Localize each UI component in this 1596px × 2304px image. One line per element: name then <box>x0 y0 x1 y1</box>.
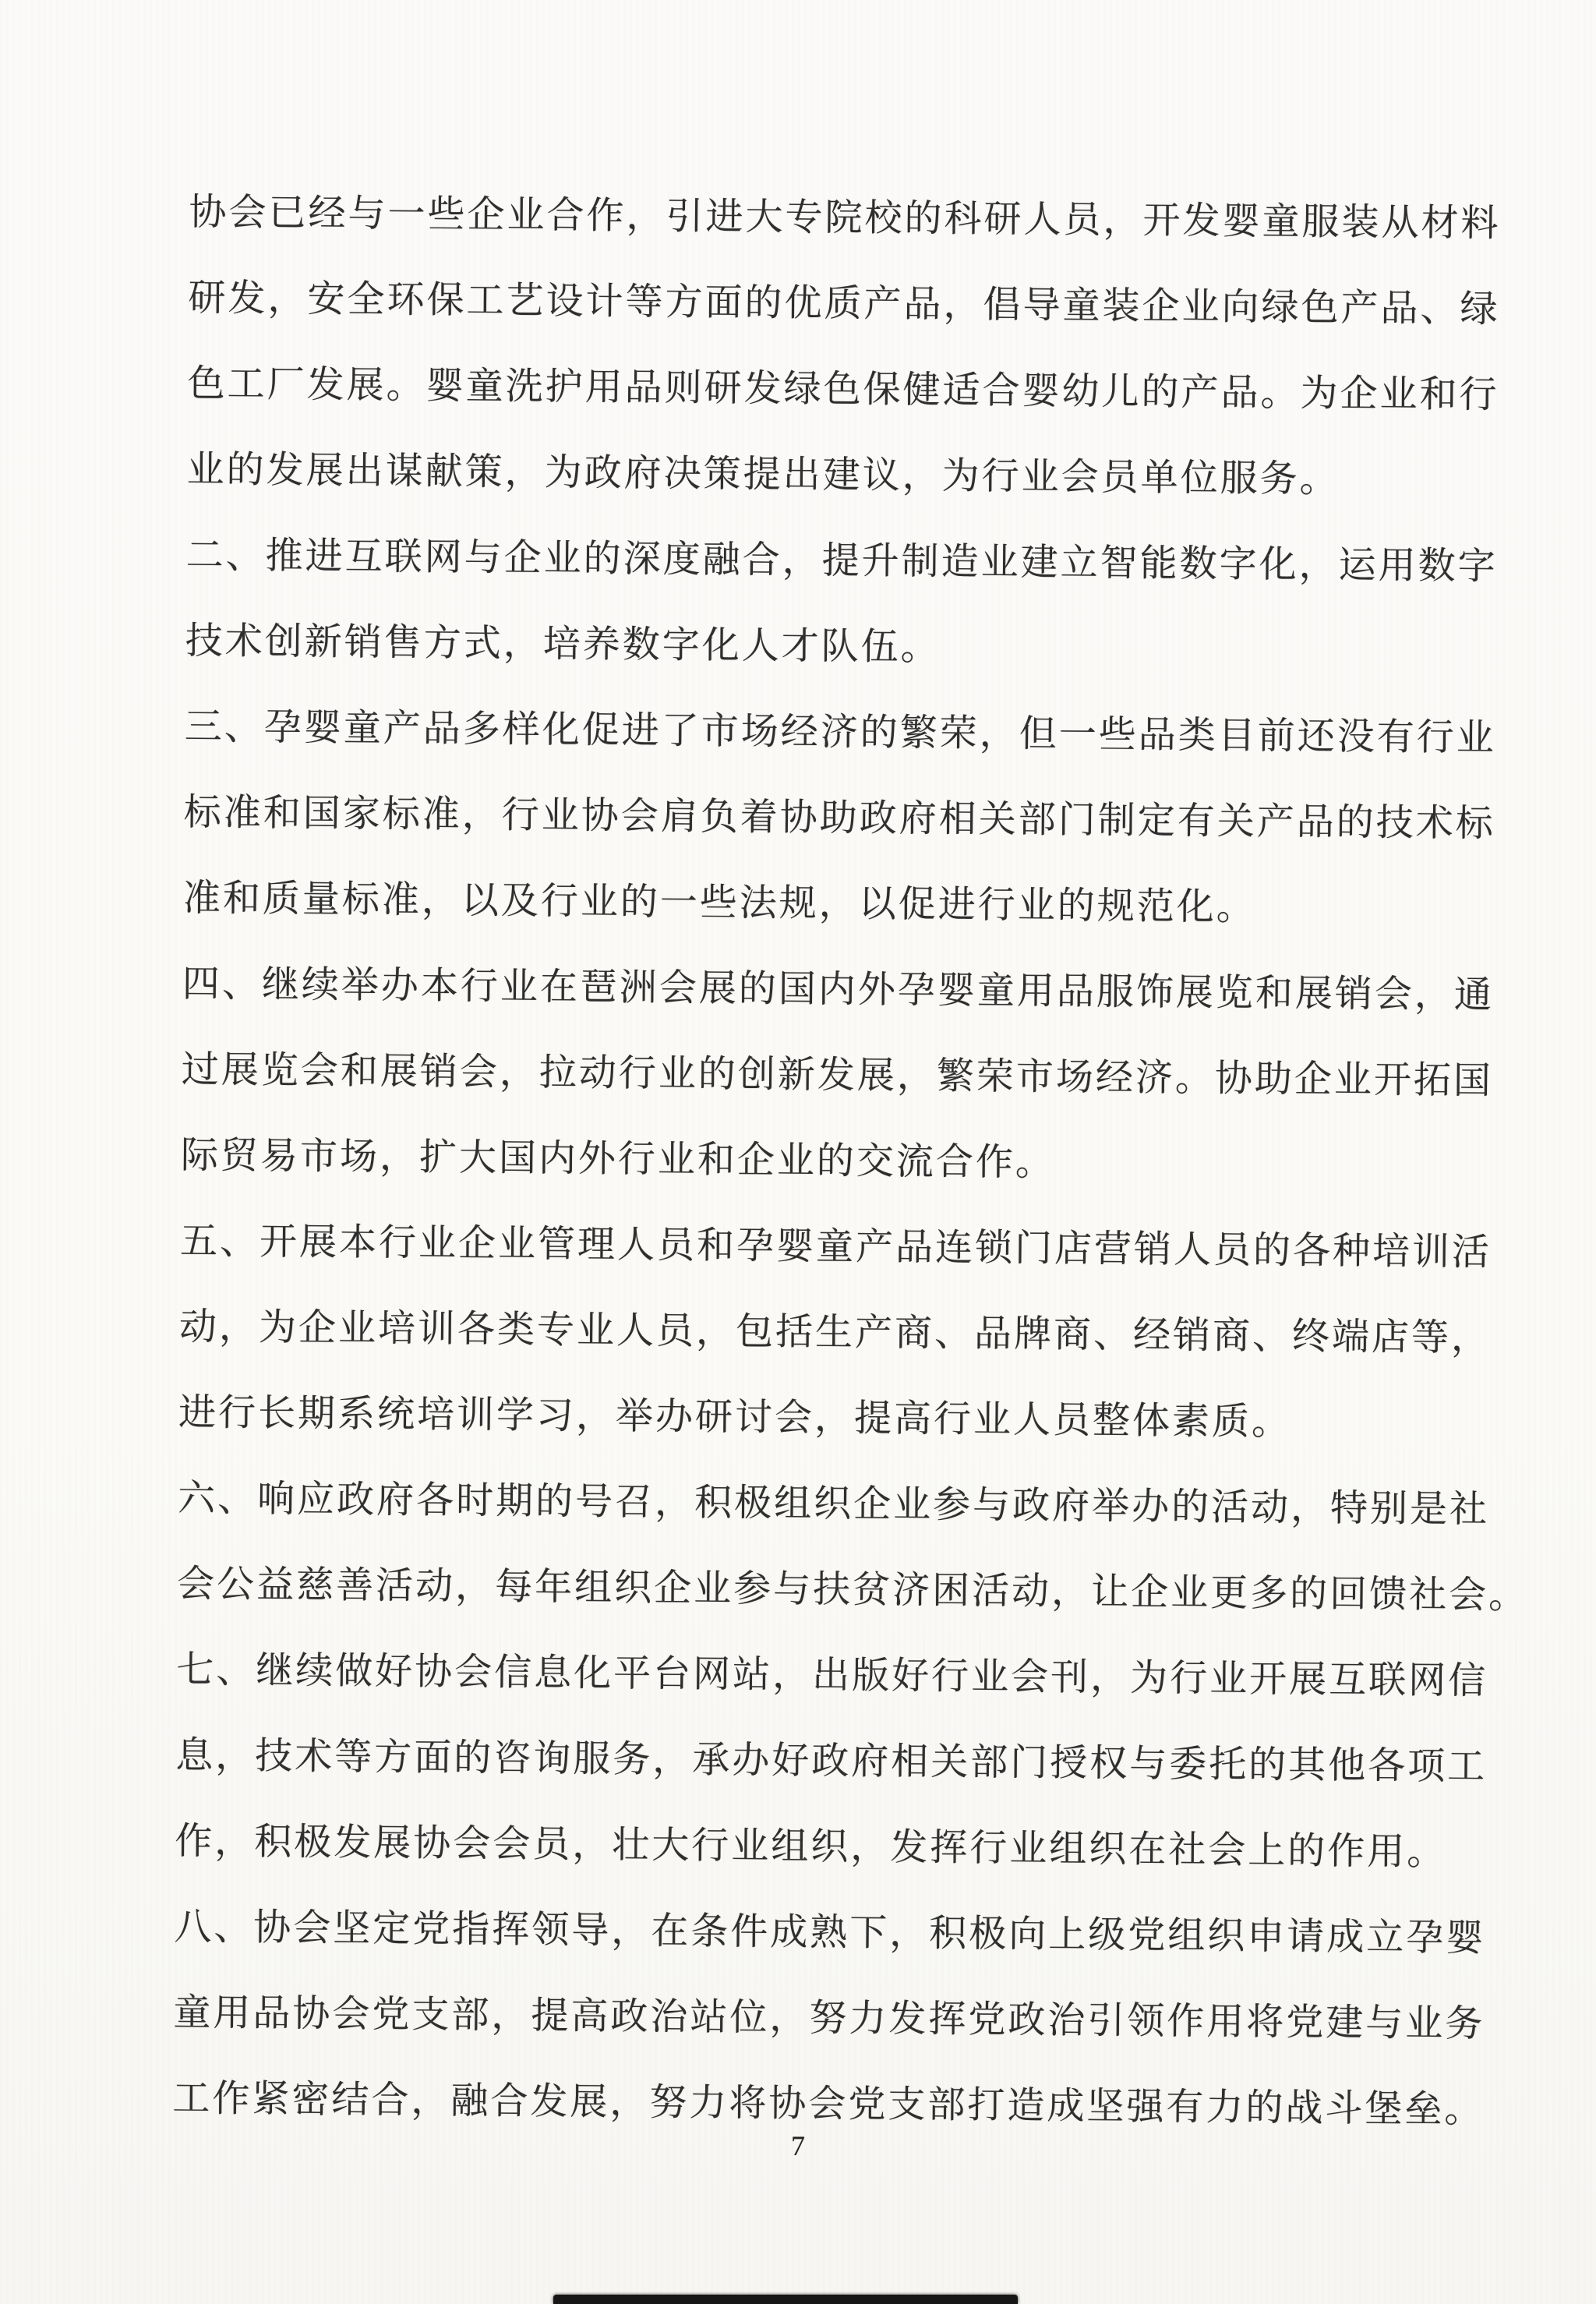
text-line: 标准和国家标准，行业协会肩负着协助政府相关部门制定有关产品的技术标 <box>183 791 1495 845</box>
scan-edge-artifact <box>553 2295 1018 2304</box>
text-line: 四、继续举办本行业在琶洲会展的国内外孕婴童用品服饰展览和展销会，通 <box>182 963 1495 1016</box>
text-line: 际贸易市场，扩大国内外行业和企业的交流合作。 <box>180 1134 1056 1184</box>
text-line: 研发，安全环保工艺设计等方面的优质产品，倡导童装企业向绿色产品、绿 <box>188 277 1500 330</box>
text-line: 二、推进互联网与企业的深度融合，提升制造业建立智能数字化，运用数字 <box>185 534 1498 588</box>
text-line: 协会已经与一些企业合作，引进大专院校的科研人员，开发婴童服装从材料 <box>189 191 1501 245</box>
text-line: 进行长期系统培训学习，举办研讨会，提高行业人员整体素质。 <box>178 1391 1292 1444</box>
text-line: 工作紧密结合，融合发展，努力将协会党支部打造成坚强有力的战斗堡垒。 <box>172 2077 1485 2131</box>
text-line: 五、开展本行业企业管理人员和孕婴童产品连锁门店营销人员的各种培训活 <box>179 1220 1492 1274</box>
text-line: 过展览会和展销会，拉动行业的创新发展，繁荣市场经济。协助企业开拓国 <box>181 1048 1494 1102</box>
text-line: 童用品协会党支部，提高政治站位，努力发挥党政治引领作用将党建与业务 <box>173 1991 1485 2045</box>
text-line: 色工厂发展。婴童洗护用品则研发绿色保健适合婴幼儿的产品。为企业和行 <box>187 362 1499 416</box>
text-line: 三、孕婴童产品多样化促进了市场经济的繁荣，但一些品类目前还没有行业 <box>184 705 1496 759</box>
text-line: 八、协会坚定党指挥领导，在条件成熟下，积极向上级党组织申请成立孕婴 <box>174 1906 1486 1959</box>
page-number: 7 <box>791 2130 805 2161</box>
text-line: 七、继续做好协会信息化平台网站，出版好行业会刊，为行业开展互联网信 <box>175 1648 1488 1702</box>
text-line: 技术创新销售方式，培养数字化人才队伍。 <box>185 620 941 669</box>
text-line: 业的发展出谋献策，为政府决策提出建议，为行业会员单位服务。 <box>186 448 1340 500</box>
text-line: 作，积极发展协会会员，壮大行业组织，发挥行业组织在社会上的作用。 <box>175 1820 1447 1874</box>
text-block <box>172 170 1529 2154</box>
text-line: 准和质量标准，以及行业的一些法规，以促进行业的规范化。 <box>182 877 1257 928</box>
text-line: 六、响应政府各时期的号召，积极组织企业参与政府举办的活动，特别是社 <box>177 1477 1490 1531</box>
text-line: 动，为企业培训各类专业人员，包括生产商、品牌商、经销商、终端店等， <box>178 1306 1492 1359</box>
text-line: 会公益慈善活动，每年组织企业参与扶贫济困活动，让企业更多的回馈社会。 <box>176 1563 1529 1617</box>
text-line: 息，技术等方面的咨询服务，承办好政府相关部门授权与委托的其他各项工 <box>175 1734 1488 1788</box>
